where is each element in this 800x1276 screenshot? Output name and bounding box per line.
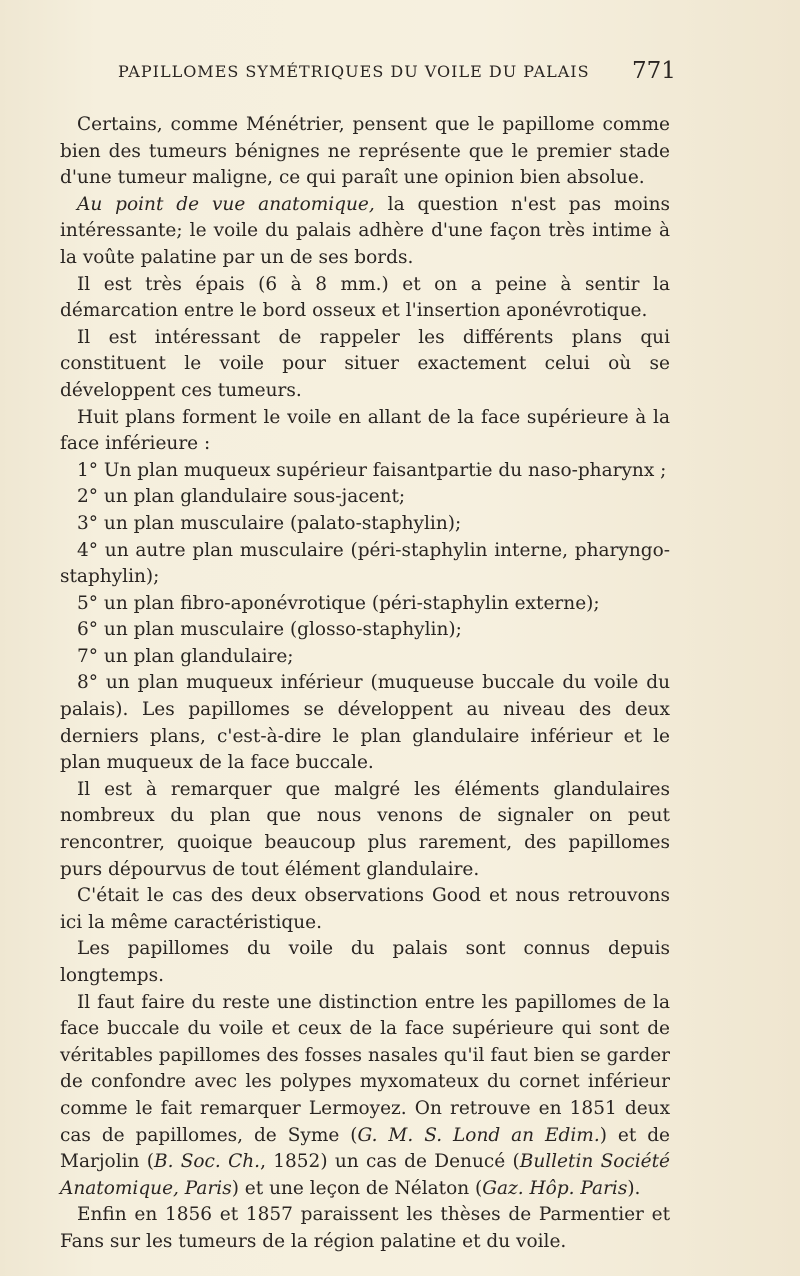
- list-item: 3° un plan musculaire (palato-staphylin);: [77, 512, 462, 534]
- paragraph: Enfin en 1856 et 1857 paraissent les thèses de Parmentier et Fans sur les tumeurs de la région palatine et du voile.: [60, 1204, 670, 1252]
- citation: Gaz. Hôp. Paris: [482, 1177, 628, 1199]
- paragraph-text: la question n'est pas moins intéressante; le voile du palais adhère d'une façon très intime à la voûte palatine par un de ses bords.: [60, 193, 670, 268]
- paragraph-text: ) et une leçon de Nélaton (: [231, 1177, 483, 1199]
- paragraph: Il est intéressant de rappeler les différents plans qui constituent le voile pour situer exactement celui où se développent ces tumeurs.: [60, 326, 670, 401]
- paragraph: Il est à remarquer que malgré les éléments glandulaires nombreux du plan que nous venons de signaler on peut rencontrer, quoique beaucoup plus rarement, des papillomes purs dépourvus de tout élément glandulaire.: [60, 778, 670, 880]
- paragraph: C'était le cas des deux observations Good et nous retrouvons ici la même caractéristique.: [60, 885, 670, 933]
- citation: G. M. S. Lond an Edim.: [357, 1124, 600, 1146]
- page-number: 771: [632, 58, 676, 84]
- paragraph-text: ).: [627, 1177, 641, 1199]
- paragraph: [60, 990, 670, 1203]
- italic-phrase: Au point de vue anatomique,: [77, 193, 375, 215]
- running-header: PAPILLOMES SYMÉTRIQUES DU VOILE DU PALAIS: [118, 62, 590, 81]
- citation: B. Soc. Ch.: [153, 1151, 261, 1173]
- list-item: 7° un plan glandulaire;: [77, 645, 294, 667]
- list-item: 4° un autre plan musculaire (péri-staphylin interne, pharyngo-staphylin);: [60, 539, 670, 588]
- citation: Bulletin Société Anatomique, Paris: [60, 1151, 671, 1199]
- paragraph-text: ) et de Marjolin (: [60, 1124, 671, 1173]
- list-item: 8° un plan muqueux inférieur (muqueuse buccale du voile du palais). Les papillomes se développent au niveau des deux derniers plans, c'est-à-dire le plan glandulaire inférieur et le plan muqueux de la face buccale.: [60, 672, 670, 774]
- paragraph: Il est très épais (6 à 8 mm.) et on a peine à sentir la démarcation entre le bord osseux et l'insertion aponévrotique.: [60, 273, 670, 322]
- paragraph-text: , 1852) un cas de Denucé (: [260, 1151, 520, 1173]
- paragraph-text: Il faut faire du reste une distinction entre les papillomes de la face buccale du voile et ceux de la face supérieure qui sont de véritables papillomes des fosses nasales qu'il faut bien se garder de confondre avec les polypes myxomateux du cornet inférieur comme le fait remarquer Lermoyez. On retrouve en 1851 deux cas de papillomes, de Syme (: [60, 991, 670, 1146]
- paragraph: Les papillomes du voile du palais sont connus depuis longtemps.: [60, 938, 670, 986]
- list-item: 6° un plan musculaire (glosso-staphylin);: [77, 619, 462, 641]
- paragraph: Certains, comme Ménétrier, pensent que le papillome comme bien des tumeurs bénignes ne représente que le premier stade d'une tumeur maligne, ce qui paraît une opinion bien absolue.: [60, 114, 670, 189]
- list-item: 5° un plan fibro-aponévrotique (péri-staphylin externe);: [77, 592, 600, 614]
- list-item: 2° un plan glandulaire sous-jacent;: [77, 486, 406, 508]
- list-item: 1° Un plan muqueux supérieur faisantpartie du naso-pharynx ;: [77, 459, 667, 481]
- body-text: [60, 112, 670, 1256]
- paragraph: [60, 192, 670, 272]
- paragraph: Huit plans forment le voile en allant de la face supérieure à la face inférieure :: [60, 406, 670, 455]
